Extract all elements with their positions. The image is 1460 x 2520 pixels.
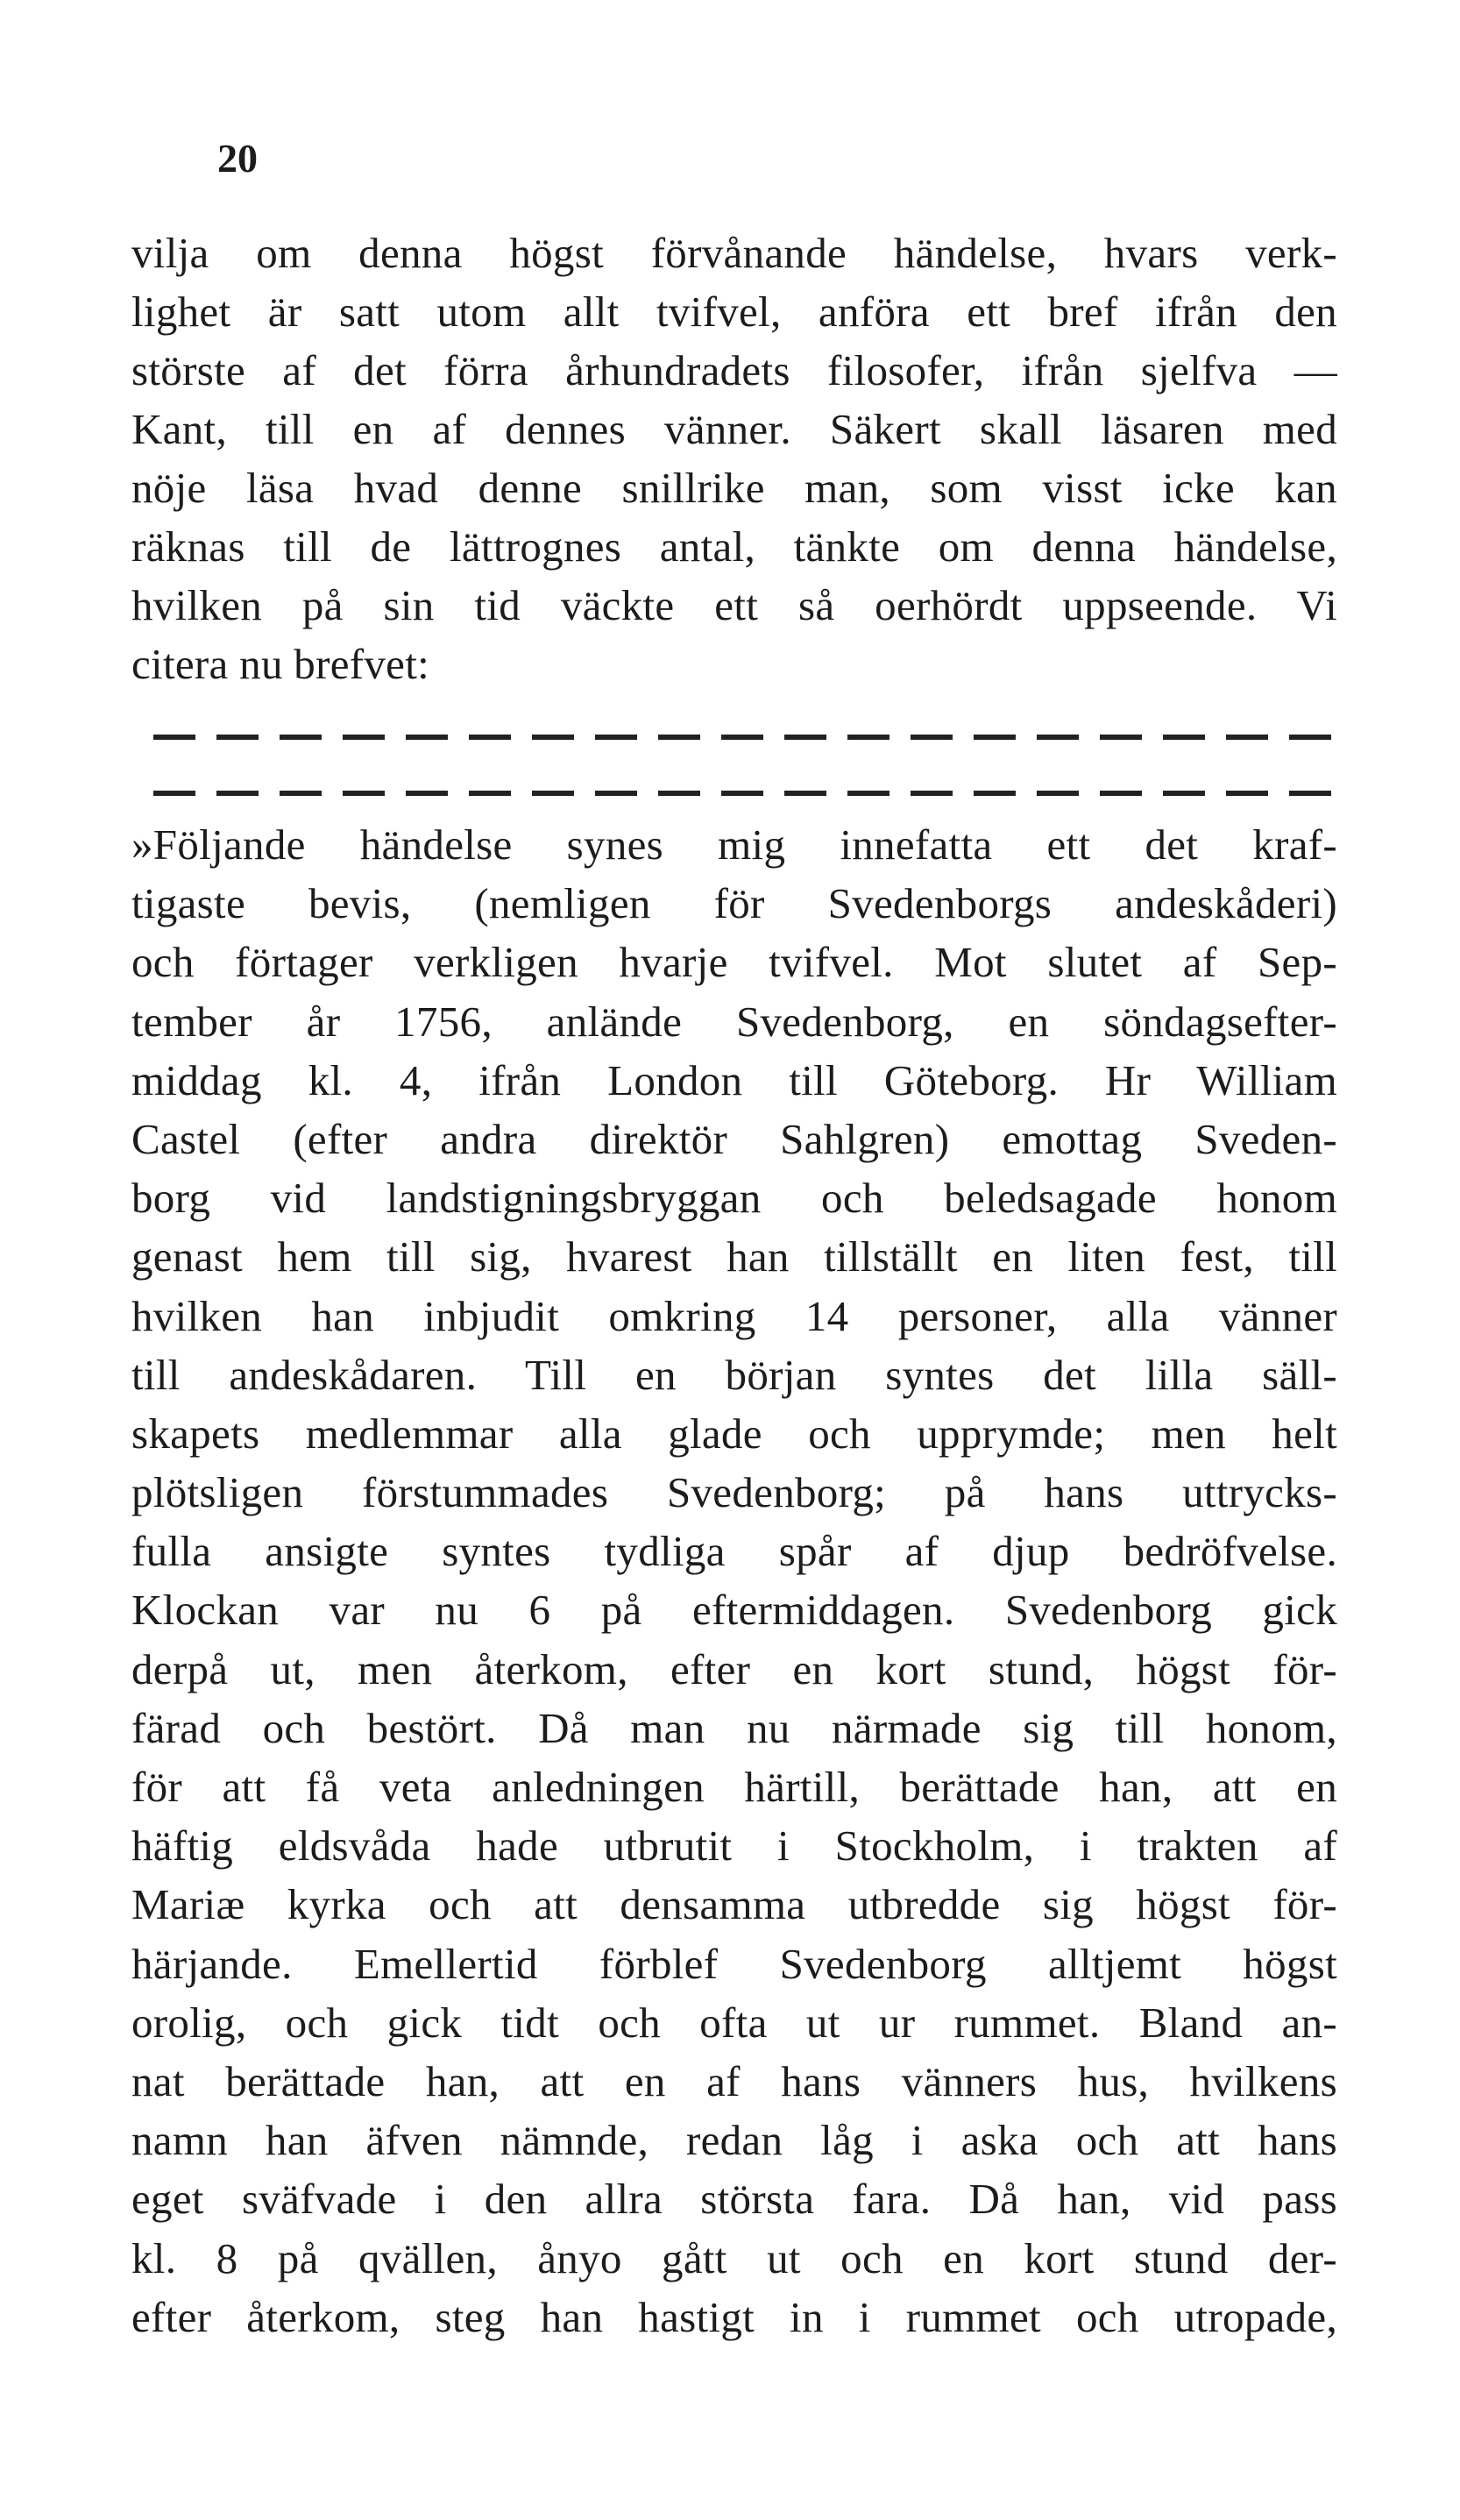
text-line: Kant, till en af dennes vänner. Säkert skall läsaren med (131, 405, 1337, 453)
text-line: middag kl. 4, ifrån London till Göteborg. Hr William (131, 1055, 1337, 1104)
text-line: hvilken på sin tid väckte ett så oerhördt uppseende. Vi (131, 581, 1337, 629)
text-line: störste af det förra århundradets filosofer, ifrån sjelfva — (131, 346, 1337, 394)
text-line: derpå ut, men återkom, efter en kort stund, högst för- (131, 1644, 1337, 1693)
text-line: färad och bestört. Då man nu närmade sig till honom, (131, 1703, 1337, 1752)
text-line: citera nu brefvet: (131, 640, 430, 688)
dashed-divider (153, 791, 1336, 796)
text-line: Mariæ kyrka och att densamma utbredde sig högst för- (131, 1880, 1337, 1929)
text-line: borg vid landstigningsbryggan och beledsagade honom (131, 1174, 1337, 1223)
page-number: 20 (217, 136, 258, 181)
text-line: skapets medlemmar alla glade och upprymde; men helt (131, 1409, 1337, 1458)
text-line: hvilken han inbjudit omkring 14 personer, alla vänner (131, 1291, 1337, 1340)
text-line: lighet är satt utom allt tvifvel, anföra ett bref ifrån den (131, 287, 1337, 336)
text-line: efter återkom, steg han hastigt in i rummet och utropade, (131, 2292, 1337, 2341)
paragraph-letter-quote (131, 815, 1337, 2346)
text-line: för att få veta anledningen härtill, berättade han, att en (131, 1763, 1337, 1811)
text-line: och förtager verkligen hvarje tvifvel. Mot slutet af Sep- (131, 938, 1337, 987)
text-line: orolig, och gick tidt och ofta ut ur rummet. Bland an- (131, 1998, 1337, 2047)
text-line: häftig eldsvåda hade utbrutit i Stockholm, i trakten af (131, 1821, 1337, 1870)
text-line: eget sväfvade i den allra största fara. Då han, vid pass (131, 2175, 1337, 2224)
text-line: fulla ansigte syntes tydliga spår af djup bedröfvelse. (131, 1527, 1337, 1576)
text-line: härjande. Emellertid förblef Svedenborg alltjemt högst (131, 1939, 1337, 1988)
text-line: genast hem till sig, hvarest han tillställt en liten fest, till (131, 1232, 1337, 1281)
paragraph-intro (131, 224, 1337, 693)
text-line: Klockan var nu 6 på eftermiddagen. Svedenborg gick (131, 1586, 1337, 1635)
text-line: tigaste bevis, (nemligen för Svedenborgs andeskåderi) (131, 879, 1337, 928)
text-line: vilja om denna högst förvånande händelse, hvars verk- (131, 229, 1337, 277)
text-line: nöje läsa hvad denne snillrike man, som visst icke kan (131, 464, 1337, 512)
text-line: räknas till de lättrognes antal, tänkte om denna händelse, (131, 522, 1337, 571)
text-line: namn han äfven nämnde, redan låg i aska och att hans (131, 2116, 1337, 2165)
text-line: plötsligen förstummades Svedenborg; på hans uttrycks- (131, 1468, 1337, 1517)
text-line: nat berättade han, att en af hans vänners hus, hvilkens (131, 2056, 1337, 2105)
text-line: »Följande händelse synes mig innefatta ett det kraf- (131, 820, 1337, 869)
dashed-divider (153, 735, 1336, 740)
text-line: till andeskådaren. Till en början syntes det lilla säll- (131, 1350, 1337, 1399)
text-line: kl. 8 på qvällen, ånyo gått ut och en kort stund der- (131, 2233, 1337, 2282)
text-line: Castel (efter andra direktör Sahlgren) emottag Sveden- (131, 1114, 1337, 1163)
text-line: tember år 1756, anlände Svedenborg, en söndagsefter- (131, 997, 1337, 1046)
